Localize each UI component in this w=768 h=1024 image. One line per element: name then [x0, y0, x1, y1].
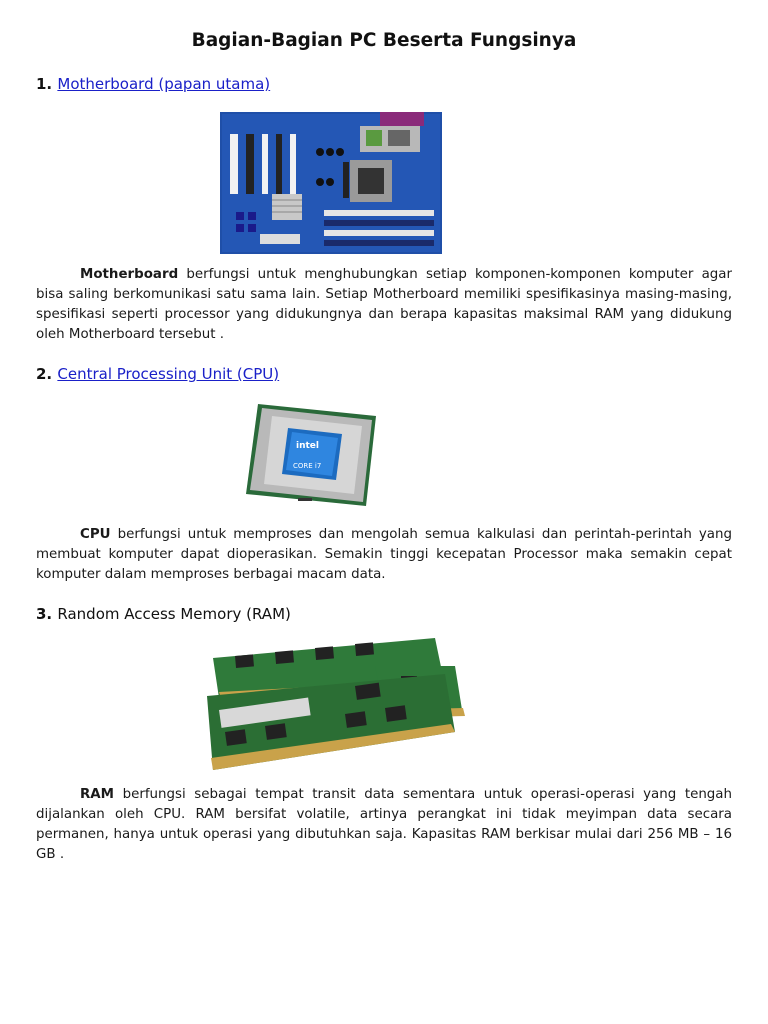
motherboard-icon	[220, 112, 442, 254]
heading-ram: Random Access Memory (RAM)	[57, 605, 291, 623]
cpu-image	[238, 398, 386, 510]
paragraph-motherboard	[36, 265, 732, 345]
section-number: 1.	[36, 75, 53, 93]
section-heading-ram	[36, 605, 291, 623]
body-cpu: berfungsi untuk memproses dan mengolah semua kalkulasi dan perintah-perintah yang membuat komputer dapat dioperasikan. Semakin tinggi kecepatan Processor maka semakin cepat komputer dalam memproses berbagai macam data.	[36, 527, 732, 582]
body-ram: berfungsi sebagai tempat transit data sementara untuk operasi-operasi yang tengah dijalankan oleh CPU. RAM bersifat volatile, artinya perangkat ini tidak meyimpan data secara permanen, hanya untuk operasi yang dibutuhkan saja. Kapasitas RAM berkisar mulai dari 256 MB – 16 GB .	[36, 787, 732, 862]
section-number: 2.	[36, 365, 53, 383]
paragraph-ram	[36, 785, 732, 865]
term-cpu: CPU	[80, 527, 111, 542]
link-cpu[interactable]: Central Processing Unit (CPU)	[57, 365, 280, 383]
section-number: 3.	[36, 605, 53, 623]
ram-module-icon	[205, 636, 467, 774]
section-heading-cpu	[36, 365, 279, 383]
term-ram: RAM	[80, 787, 114, 802]
paragraph-cpu	[36, 525, 732, 585]
body-motherboard: berfungsi untuk menghubungkan setiap komponen-komponen komputer agar bisa saling berkomunikasi satu sama lain. Setiap Motherboard memiliki spesifikasinya masing-masing, spesifikasi seperti processor yang didukungnya dan berapa kapasitas maksimal RAM yang didukung oleh Motherboard tersebut .	[36, 267, 732, 342]
term-motherboard: Motherboard	[80, 267, 179, 282]
svg-text:intel: intel	[296, 441, 319, 451]
link-motherboard[interactable]: Motherboard (papan utama)	[57, 75, 271, 93]
section-heading-motherboard	[36, 75, 270, 93]
ram-image	[205, 636, 467, 774]
page-title: Bagian-Bagian PC Beserta Fungsinya	[191, 30, 577, 51]
svg-text:CORE i7: CORE i7	[293, 462, 322, 470]
cpu-chip-icon	[238, 398, 386, 510]
motherboard-image	[220, 112, 442, 254]
